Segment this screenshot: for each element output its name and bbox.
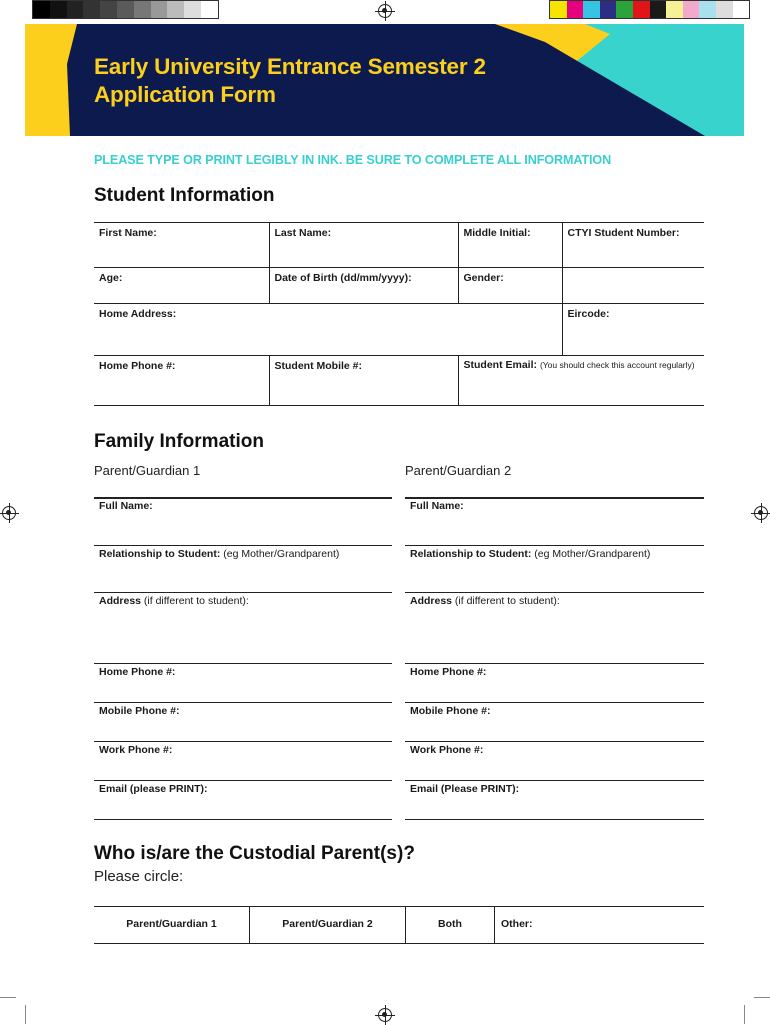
option-guardian1[interactable]: Parent/Guardian 1 — [94, 907, 250, 943]
ctyi-number-continued — [562, 268, 704, 304]
guardian2-mobile-phone-field[interactable]: Mobile Phone #: — [405, 702, 704, 741]
crop-mark — [754, 997, 770, 998]
guardian1-email-field[interactable]: Email (please PRINT): — [94, 780, 392, 820]
form-title: Early University Entrance Semester 2 Application Form — [94, 54, 486, 107]
guardian1-home-phone-field[interactable]: Home Phone #: — [94, 663, 392, 702]
middle-initial-field[interactable]: Middle Initial: — [458, 223, 562, 268]
custodial-options-table — [94, 906, 704, 944]
family-section-title: Family Information — [94, 431, 264, 452]
student-info-table — [94, 222, 704, 406]
age-field[interactable]: Age: — [94, 268, 269, 304]
crop-mark — [25, 1005, 26, 1024]
guardian2-email-field[interactable]: Email (Please PRINT): — [405, 780, 704, 820]
student-section-title: Student Information — [94, 185, 275, 206]
last-name-field[interactable]: Last Name: — [269, 223, 458, 268]
color-calibration-bar — [549, 0, 750, 19]
registration-mark-icon — [2, 506, 16, 520]
student-email-field[interactable]: Student Email: (You should check this account regularly) — [463, 359, 695, 371]
guardian1-address-field[interactable]: Address (if different to student): — [94, 592, 392, 663]
registration-mark-icon — [754, 506, 768, 520]
guardian1-work-phone-field[interactable]: Work Phone #: — [94, 741, 392, 780]
guardian2-label: Parent/Guardian 2 — [405, 463, 512, 478]
dob-field[interactable]: Date of Birth (dd/mm/yyyy): — [269, 268, 458, 304]
guardian2-home-phone-field[interactable]: Home Phone #: — [405, 663, 704, 702]
option-guardian2[interactable]: Parent/Guardian 2 — [250, 907, 406, 943]
instruction-text: PLEASE TYPE OR PRINT LEGIBLY IN INK. BE SURE TO COMPLETE ALL INFORMATION — [94, 153, 612, 167]
guardian2-full-name-field[interactable]: Full Name: — [405, 497, 704, 545]
ctyi-number-field[interactable]: CTYI Student Number: — [567, 227, 680, 239]
gender-field[interactable]: Gender: — [458, 268, 562, 304]
option-both[interactable]: Both — [406, 907, 495, 943]
guardian2-address-field[interactable]: Address (if different to student): — [405, 592, 704, 663]
home-phone-field[interactable]: Home Phone #: — [94, 356, 269, 406]
guardian1-relationship-field[interactable]: Relationship to Student: (eg Mother/Grandparent) — [94, 545, 392, 592]
student-mobile-field[interactable]: Student Mobile #: — [269, 356, 458, 406]
registration-mark-icon — [378, 4, 392, 18]
circle-instruction: Please circle: — [94, 868, 184, 885]
option-other[interactable]: Other: — [501, 918, 533, 930]
guardian1-label: Parent/Guardian 1 — [94, 463, 201, 478]
home-address-field[interactable]: Home Address: — [94, 304, 562, 356]
grayscale-calibration-bar — [32, 0, 219, 19]
registration-mark-icon — [378, 1008, 392, 1022]
eircode-field[interactable]: Eircode: — [567, 308, 610, 320]
guardian1-full-name-field[interactable]: Full Name: — [94, 497, 392, 545]
first-name-field[interactable]: First Name: — [94, 223, 269, 268]
crop-mark — [744, 1005, 745, 1024]
crop-mark — [0, 997, 16, 998]
guardian2-relationship-field[interactable]: Relationship to Student: (eg Mother/Grandparent) — [405, 545, 704, 592]
guardian2-work-phone-field[interactable]: Work Phone #: — [405, 741, 704, 780]
guardian1-mobile-phone-field[interactable]: Mobile Phone #: — [94, 702, 392, 741]
custodial-section-title: Who is/are the Custodial Parent(s)? — [94, 843, 415, 864]
